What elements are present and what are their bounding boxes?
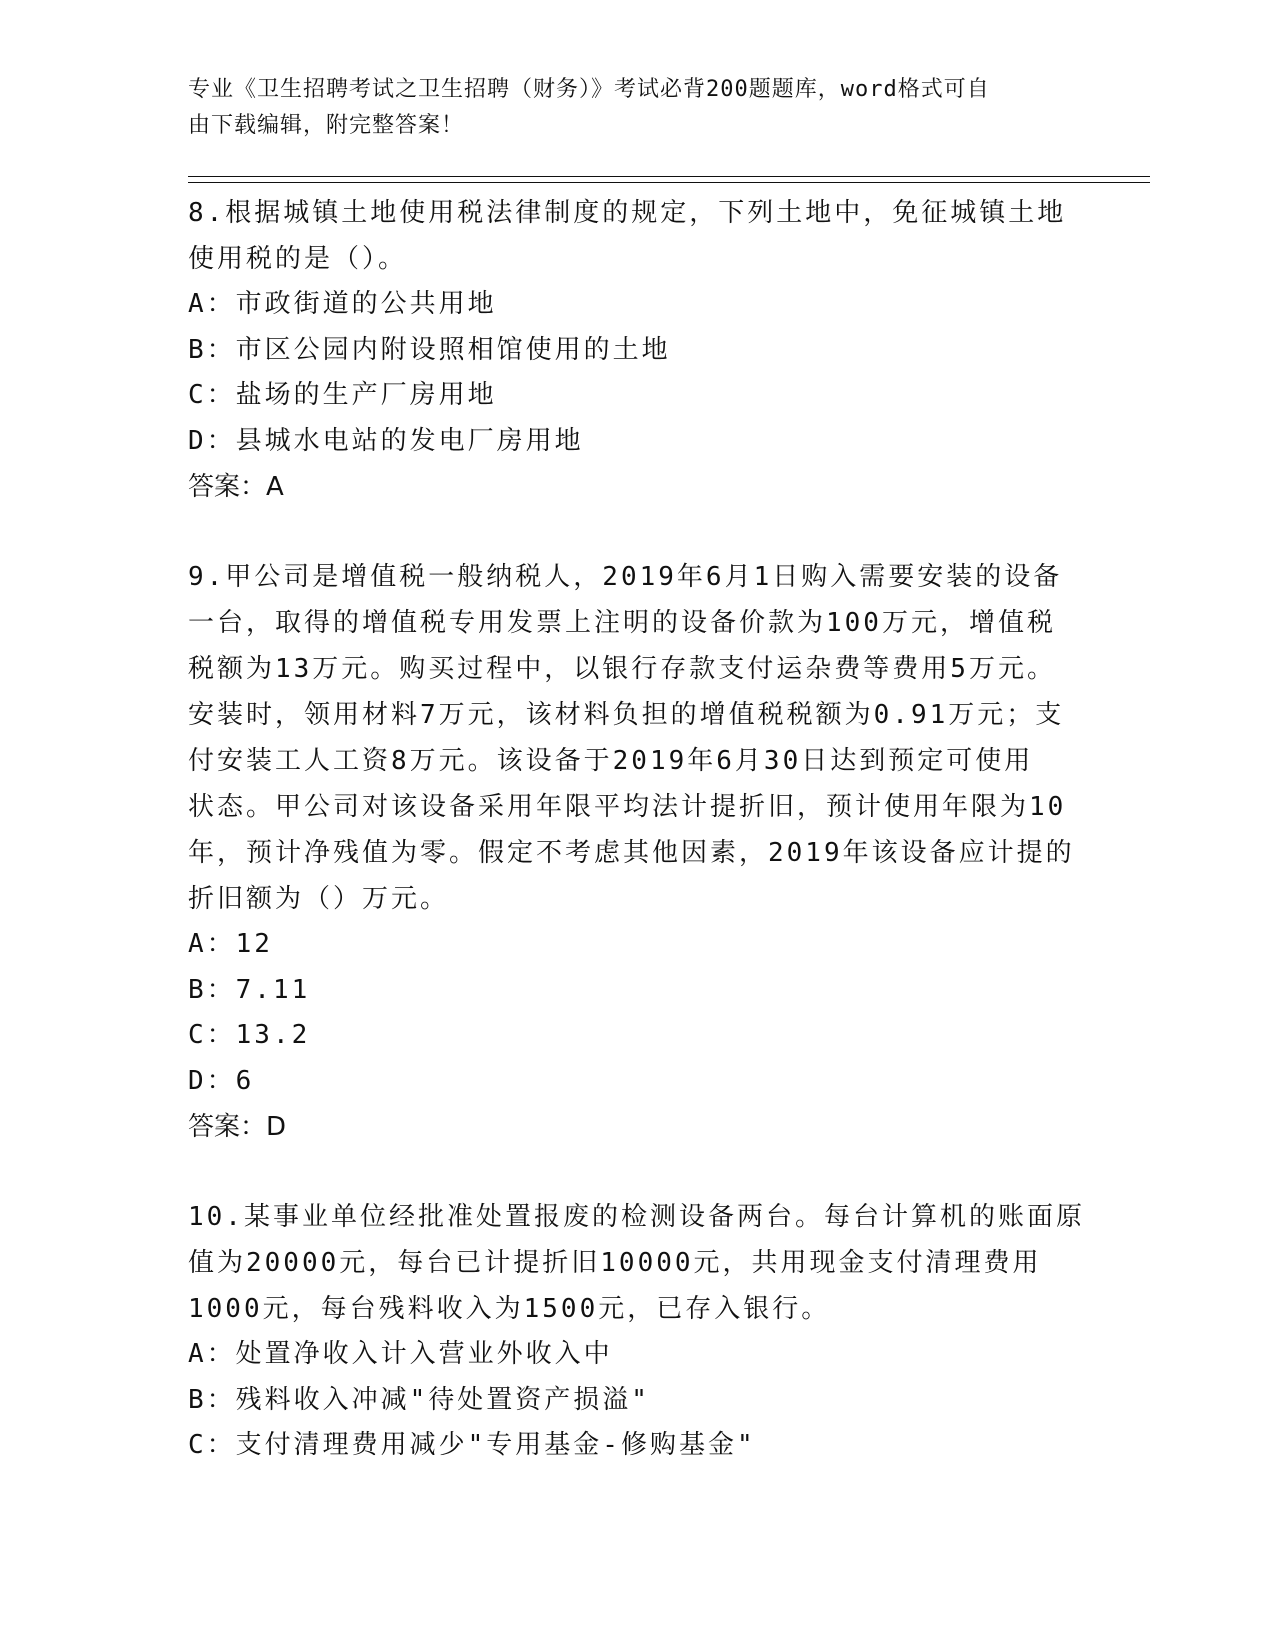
question-10 (188, 1194, 1088, 1469)
document-header (188, 72, 1068, 144)
option-a: A：处置净收入计入营业外收入中 (188, 1339, 613, 1369)
option-b: B：7.11 (188, 974, 311, 1005)
answer-label: 答案：A (188, 472, 284, 502)
question-8 (188, 190, 1088, 510)
header-line-1: 专业《卫生招聘考试之卫生招聘（财务）》考试必背200题题库，word格式可自 (188, 77, 990, 102)
option-b: B：残料收入冲减"待处置资产损溢" (188, 1384, 650, 1415)
option-c: C：盐场的生产厂房用地 (188, 380, 497, 410)
option-d: D：6 (188, 1065, 255, 1096)
question-stem-line: 付安装工人工资8万元。该设备于2019年6月30日达到预定可使用 (188, 746, 1034, 776)
header-divider-top (188, 176, 1150, 177)
option-a: A：12 (188, 929, 273, 959)
question-stem-line: 安装时，领用材料7万元，该材料负担的增值税税额为0.91万元；支 (188, 700, 1065, 730)
question-stem-line: 10.某事业单位经批准处置报废的检测设备两台。每台计算机的账面原 (188, 1202, 1085, 1232)
question-spacer (188, 510, 1088, 554)
header-line-2: 由下载编辑，附完整答案！ (188, 113, 465, 138)
question-stem-line: 年，预计净残值为零。假定不考虑其他因素，2019年该设备应计提的 (188, 838, 1075, 868)
question-stem-line: 一台，取得的增值税专用发票上注明的设备价款为100万元，增值税 (188, 608, 1056, 638)
question-stem-line: 值为20000元，每台已计提折旧10000元，共用现金支付清理费用 (188, 1248, 1042, 1278)
option-c: C：13.2 (188, 1020, 311, 1050)
question-stem-line: 使用税的是（）。 (188, 244, 408, 274)
question-stem-line: 状态。甲公司对该设备采用年限平均法计提折旧，预计使用年限为10 (188, 792, 1067, 822)
question-stem-line: 1000元，每台残料收入为1500元，已存入银行。 (188, 1294, 831, 1324)
question-stem-line: 9.甲公司是增值税一般纳税人，2019年6月1日购入需要安装的设备 (188, 562, 1063, 592)
answer-label: 答案：D (188, 1112, 287, 1142)
option-c: C：支付清理费用减少"专用基金-修购基金" (188, 1430, 756, 1460)
question-list (188, 190, 1088, 1469)
option-a: A：市政街道的公共用地 (188, 289, 497, 319)
header-divider-bottom (188, 182, 1150, 183)
question-spacer (188, 1150, 1088, 1194)
question-stem-line: 折旧额为（）万元。 (188, 884, 450, 914)
question-stem-line: 8.根据城镇土地使用税法律制度的规定，下列土地中，免征城镇土地 (188, 198, 1067, 228)
option-d: D：县城水电站的发电厂房用地 (188, 425, 584, 456)
question-stem-line: 税额为13万元。购买过程中，以银行存款支付运杂费等费用5万元。 (188, 654, 1056, 684)
option-b: B：市区公园内附设照相馆使用的土地 (188, 334, 671, 365)
question-9 (188, 554, 1088, 1150)
